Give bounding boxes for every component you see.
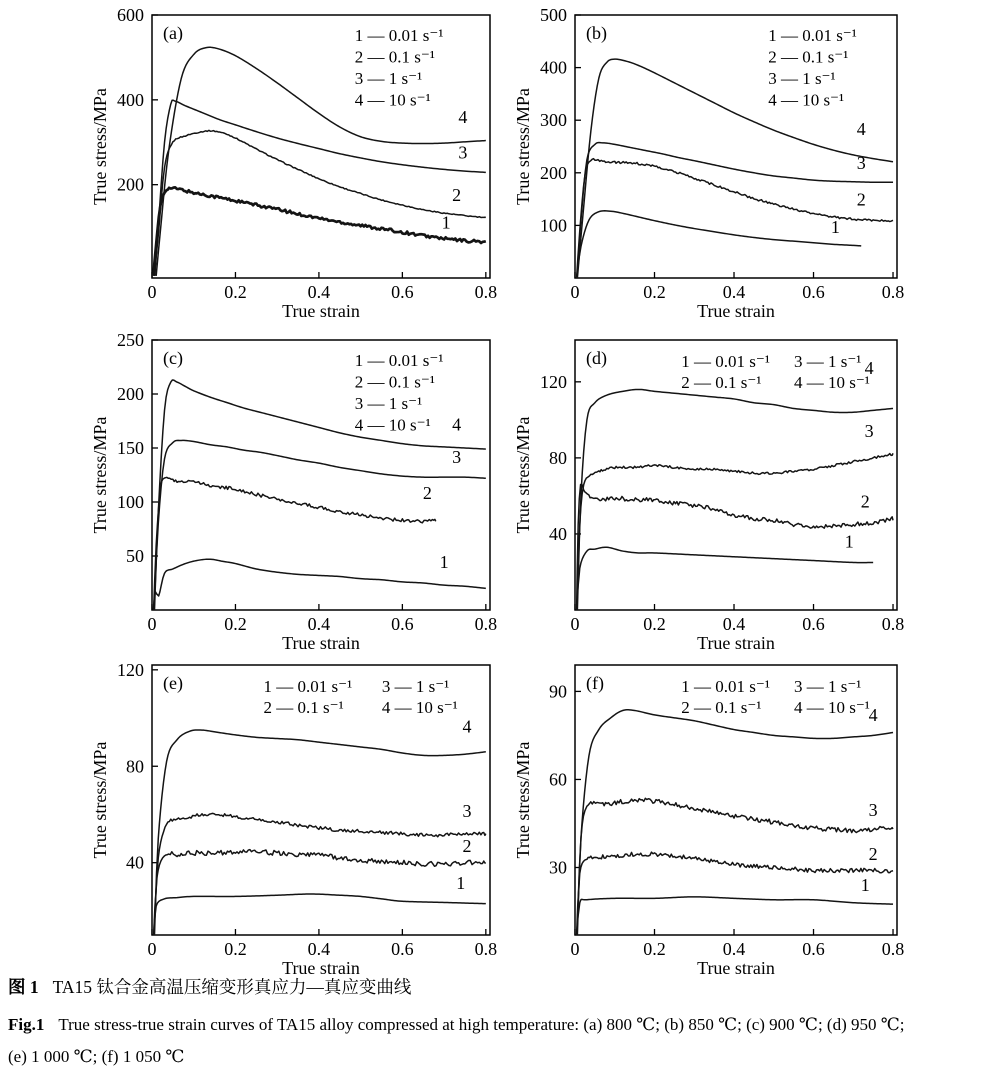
curve-number-label: 2: [860, 491, 870, 512]
legend-entry: 1 — 0.01 s⁻¹: [354, 26, 444, 45]
y-tick-label: 200: [117, 174, 144, 195]
subplot-b: [513, 5, 904, 321]
legend: [355, 351, 444, 435]
curve-number-label: 1: [456, 873, 466, 894]
curve-number-label: 4: [452, 414, 462, 435]
legend: [681, 677, 870, 717]
y-tick-label: 400: [540, 57, 567, 78]
x-tick-label: 0.2: [643, 614, 666, 634]
legend-entry: 1 — 0.01 s⁻¹: [768, 26, 857, 45]
x-tick-label: 0.2: [224, 282, 247, 302]
x-tick-label: 0.8: [474, 939, 498, 959]
x-tick-label: 0.4: [307, 282, 331, 302]
subplot-e: [90, 660, 497, 975]
curve-number-label: 1: [439, 551, 449, 572]
caption-en-line2: [8, 1046, 184, 1067]
panel-label: (c): [163, 348, 183, 368]
caption-en-line1: [8, 1014, 904, 1035]
y-tick-label: 200: [540, 162, 567, 183]
legend-entry: 3 — 1 s⁻¹: [793, 352, 862, 371]
y-tick-label: 300: [540, 110, 567, 131]
y-axis-title: True stress/MPa: [513, 741, 533, 859]
curve-number-label: 2: [868, 844, 878, 865]
legend-entry: 2 — 0.1 s⁻¹: [681, 698, 762, 717]
curve-1: [577, 547, 874, 610]
legend-entry: 4 — 10 s⁻¹: [793, 698, 870, 717]
curve-4: [156, 47, 486, 276]
subplot-a: [90, 5, 497, 321]
x-tick-label: 0.6: [391, 614, 414, 634]
x-tick-label: 0: [147, 282, 157, 302]
curve-number-label: 2: [452, 184, 462, 205]
y-tick-label: 100: [540, 215, 567, 236]
x-tick-label: 0: [147, 614, 157, 634]
x-tick-label: 0.6: [802, 282, 825, 302]
legend-entry: 3 — 1 s⁻¹: [354, 69, 423, 88]
curve-1: [577, 897, 893, 935]
legend-entry: 2 — 0.1 s⁻¹: [263, 698, 344, 717]
y-axis-title: True stress/MPa: [90, 416, 110, 534]
caption-zh-text: TA15 钛合金高温压缩变形真应力—真应变曲线: [52, 977, 412, 997]
x-tick-label: 0.2: [643, 282, 666, 302]
x-tick-label: 0.6: [802, 614, 825, 634]
y-tick-label: 400: [117, 89, 144, 110]
x-tick-label: 0.6: [802, 939, 825, 959]
caption-zh: [8, 977, 411, 999]
legend-entry: 4 — 10 s⁻¹: [381, 698, 458, 717]
curve-3: [577, 798, 893, 935]
curve-number-label: 4: [462, 716, 472, 737]
legend-entry: 4 — 10 s⁻¹: [768, 90, 845, 110]
curve-number-label: 2: [856, 189, 866, 210]
panel-label: (e): [163, 673, 183, 693]
x-axis-title: True strain: [282, 633, 360, 653]
x-tick-label: 0.2: [224, 939, 247, 959]
x-tick-label: 0.4: [307, 614, 331, 634]
subplot-d: [513, 340, 904, 653]
legend-entry: 1 — 0.01 s⁻¹: [263, 677, 353, 696]
curve-number-label: 3: [856, 153, 866, 174]
curve-1: [154, 894, 486, 935]
curve-2: [154, 850, 486, 935]
curve-number-label: 1: [441, 212, 451, 233]
caption-zh-label: 图 1: [8, 977, 39, 997]
legend-entry: 2 — 0.1 s⁻¹: [354, 47, 435, 67]
curve-number-label: 3: [458, 142, 468, 163]
y-tick-label: 120: [117, 659, 144, 680]
y-axis-title: True stress/MPa: [90, 88, 110, 205]
legend-entry: 1 — 0.01 s⁻¹: [681, 677, 770, 696]
curve-2: [577, 159, 893, 278]
legend-entry: 1 — 0.01 s⁻¹: [681, 352, 770, 371]
y-tick-label: 500: [540, 5, 567, 25]
x-axis-title: True strain: [697, 301, 775, 321]
x-tick-label: 0.8: [474, 614, 498, 634]
legend-entry: 3 — 1 s⁻¹: [793, 677, 862, 696]
curve-number-label: 1: [830, 216, 840, 237]
legend: [681, 352, 870, 392]
y-tick-label: 80: [126, 756, 144, 777]
x-tick-label: 0: [570, 939, 580, 959]
curve-number-label: 4: [868, 704, 878, 725]
y-axis-title: True stress/MPa: [90, 741, 110, 859]
y-tick-label: 90: [549, 681, 567, 702]
x-tick-label: 0.4: [307, 939, 331, 959]
legend: [264, 677, 458, 717]
legend-entry: 2 — 0.1 s⁻¹: [681, 373, 762, 392]
curve-1: [153, 559, 486, 610]
subplot-f: [513, 665, 904, 975]
caption-en-label: Fig.1: [8, 1015, 45, 1034]
y-tick-label: 30: [549, 857, 567, 878]
curve-number-label: 3: [462, 800, 472, 821]
legend-entry: 3 — 1 s⁻¹: [354, 394, 423, 413]
curve-number-label: 1: [860, 874, 870, 895]
caption-en-text: True stress-true strain curves of TA15 alloy compressed at high temperature: (a) 800 ℃; (b) 850 ℃; (c) 900 ℃; (d) 950 ℃;: [58, 1015, 905, 1034]
y-axis-title: True stress/MPa: [513, 88, 533, 205]
panel-label: (b): [586, 23, 607, 43]
y-tick-label: 40: [126, 852, 144, 873]
x-tick-label: 0: [570, 614, 580, 634]
x-tick-label: 0.8: [474, 282, 498, 302]
legend-entry: 3 — 1 s⁻¹: [381, 677, 450, 696]
y-tick-label: 60: [549, 769, 567, 790]
x-tick-label: 0.4: [722, 939, 746, 959]
curve-2: [154, 477, 436, 610]
x-tick-label: 0.8: [881, 939, 905, 959]
x-tick-label: 0: [570, 282, 580, 302]
x-tick-label: 0.8: [881, 614, 905, 634]
y-axis-title: True stress/MPa: [513, 416, 533, 534]
curve-3: [155, 100, 486, 276]
x-tick-label: 0.2: [224, 614, 247, 634]
x-axis-title: True strain: [697, 958, 775, 975]
y-tick-label: 100: [117, 492, 144, 512]
legend-entry: 4 — 10 s⁻¹: [793, 373, 870, 392]
curve-4: [155, 730, 486, 935]
x-axis-title: True strain: [282, 958, 360, 975]
legend-entry: 2 — 0.1 s⁻¹: [768, 47, 849, 67]
curve-number-label: 2: [462, 835, 472, 856]
y-tick-label: 120: [540, 371, 567, 392]
x-tick-label: 0.4: [722, 282, 746, 302]
x-axis-title: True strain: [282, 301, 360, 321]
curve-number-label: 2: [422, 482, 432, 503]
curve-4: [577, 710, 893, 935]
legend-entry: 3 — 1 s⁻¹: [768, 69, 836, 88]
curve-number-label: 3: [452, 447, 462, 468]
legend: [768, 26, 857, 110]
y-tick-label: 80: [549, 447, 567, 468]
x-tick-label: 0.6: [391, 939, 414, 959]
y-tick-label: 600: [117, 5, 144, 25]
y-tick-label: 200: [117, 384, 144, 404]
x-tick-label: 0.2: [643, 939, 666, 959]
y-tick-label: 150: [117, 438, 144, 458]
curve-1: [153, 184, 486, 276]
legend-entry: 4 — 10 s⁻¹: [354, 90, 431, 110]
panel-label: (f): [586, 673, 604, 693]
curve-number-label: 4: [856, 118, 866, 139]
legend-entry: 2 — 0.1 s⁻¹: [354, 372, 435, 392]
curve-number-label: 3: [868, 800, 878, 821]
x-tick-label: 0.8: [881, 282, 905, 302]
legend-entry: 1 — 0.01 s⁻¹: [354, 351, 444, 370]
x-tick-label: 0: [147, 939, 157, 959]
curve-1: [577, 211, 862, 278]
curve-number-label: 4: [864, 358, 874, 379]
subplot-c: [90, 330, 497, 653]
curve-number-label: 1: [844, 531, 854, 552]
curve-number-label: 3: [864, 420, 874, 441]
panel-label: (a): [163, 23, 183, 43]
x-tick-label: 0.6: [391, 282, 414, 302]
legend-entry: 4 — 10 s⁻¹: [354, 415, 431, 435]
y-tick-label: 250: [117, 330, 144, 350]
x-axis-title: True strain: [697, 633, 775, 653]
x-tick-label: 0.4: [722, 614, 746, 634]
panel-label: (d): [586, 348, 607, 368]
curve-2: [154, 130, 486, 276]
y-tick-label: 50: [126, 546, 144, 566]
y-tick-label: 40: [549, 523, 567, 544]
legend: [355, 26, 444, 110]
caption-en-text2: (e) 1 000 ℃; (f) 1 050 ℃: [8, 1047, 185, 1066]
curve-3: [154, 813, 486, 935]
curve-2: [577, 852, 893, 935]
curve-number-label: 4: [458, 107, 468, 128]
